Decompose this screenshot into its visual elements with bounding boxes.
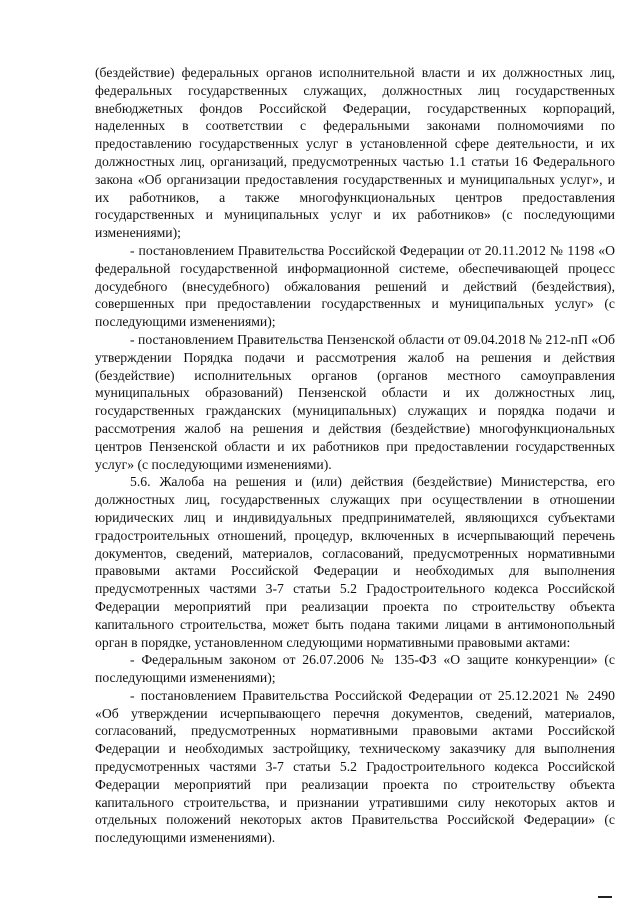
paragraph-decree-1198: - постановлением Правительства Российской Федерации от 20.11.2012 № 1198 «О федеральной государственной информационной системе, обеспечивающей процесс досудебного (внесудебного) обжалования решений и действий (бездействия), совершенных при предоставлении государственных и муниципальных услуг» (с последующими изменениями); [95,242,615,330]
page-edge-mark [598,896,612,898]
paragraph-5-6: 5.6. Жалоба на решения и (или) действия (бездействие) Министерства, его должностных лиц, государственных служащих при осуществлении в отношении юридических лиц и индивидуальных предпринимателей, являющихся субъектами градостроительных отношений, процедур, включенных в исчерпывающий перечень документов, сведений, материалов, согласований, предусмотренных нормативными правовыми актами Российской Федерации и необходимых для выполнения предусмотренных частями 3-7 статьи 5.2 Градостроительного кодекса Российской Федерации мероприятий при реализации проекта по строительству объекта капитального строительства, может быть подана такими лицами в антимонопольный орган в порядке, установленном следующими нормативными правовыми актами: [95,474,615,650]
paragraph-continuation: (бездействие) федеральных органов исполнительной власти и их должностных лиц, федеральных государственных служащих, должностных лиц государственных внебюджетных фондов Российской Федерации, государственных корпораций, наделенных в соответствии с федеральными законами полномочиями по предоставлению государственных услуг в установленной сфере деятельности, и их должностных лиц, организаций, предусмотренных частью 1.1 статьи 16 Федерального закона «Об организации предоставления государственных и муниципальных услуг», и их работников, а также многофункциональных центров предоставления государственных и муниципальных услуг и их работников» (с последующими изменениями); [95,65,615,241]
document-body [95,64,615,847]
paragraph-law-135-fz: - Федеральным законом от 26.07.2006 № 135-ФЗ «О защите конкуренции» (с последующими изменениями); [95,652,615,686]
paragraph-decree-2490: - постановлением Правительства Российской Федерации от 25.12.2021 № 2490 «Об утверждении исчерпывающего перечня документов, сведений, материалов, согласований, предусмотренных нормативными правовыми актами Российской Федерации и необходимых застройщику, техническому заказчику для выполнения предусмотренных частями 3-7 статьи 5.2 Градостроительного кодекса Российской Федерации мероприятий при реализации проекта по строительству объекта капитального строительства, и признании утратившими силу некоторых актов и отдельных положений некоторых актов Правительства Российской Федерации» (с последующими изменениями). [95,687,615,846]
paragraph-decree-212-pp: - постановлением Правительства Пензенской области от 09.04.2018 № 212-пП «Об утверждении Порядка подачи и рассмотрения жалоб на решения и действия (бездействие) исполнительных органов (органов местного самоуправления муниципальных образований) Пензенской области и их должностных лиц, государственных гражданских (муниципальных) служащих и порядка подачи и рассмотрения жалоб на решения и действия (бездействие) многофункциональных центров Пензенской области и их работников при предоставлении государственных услуг» (с последующими изменениями). [95,331,615,472]
